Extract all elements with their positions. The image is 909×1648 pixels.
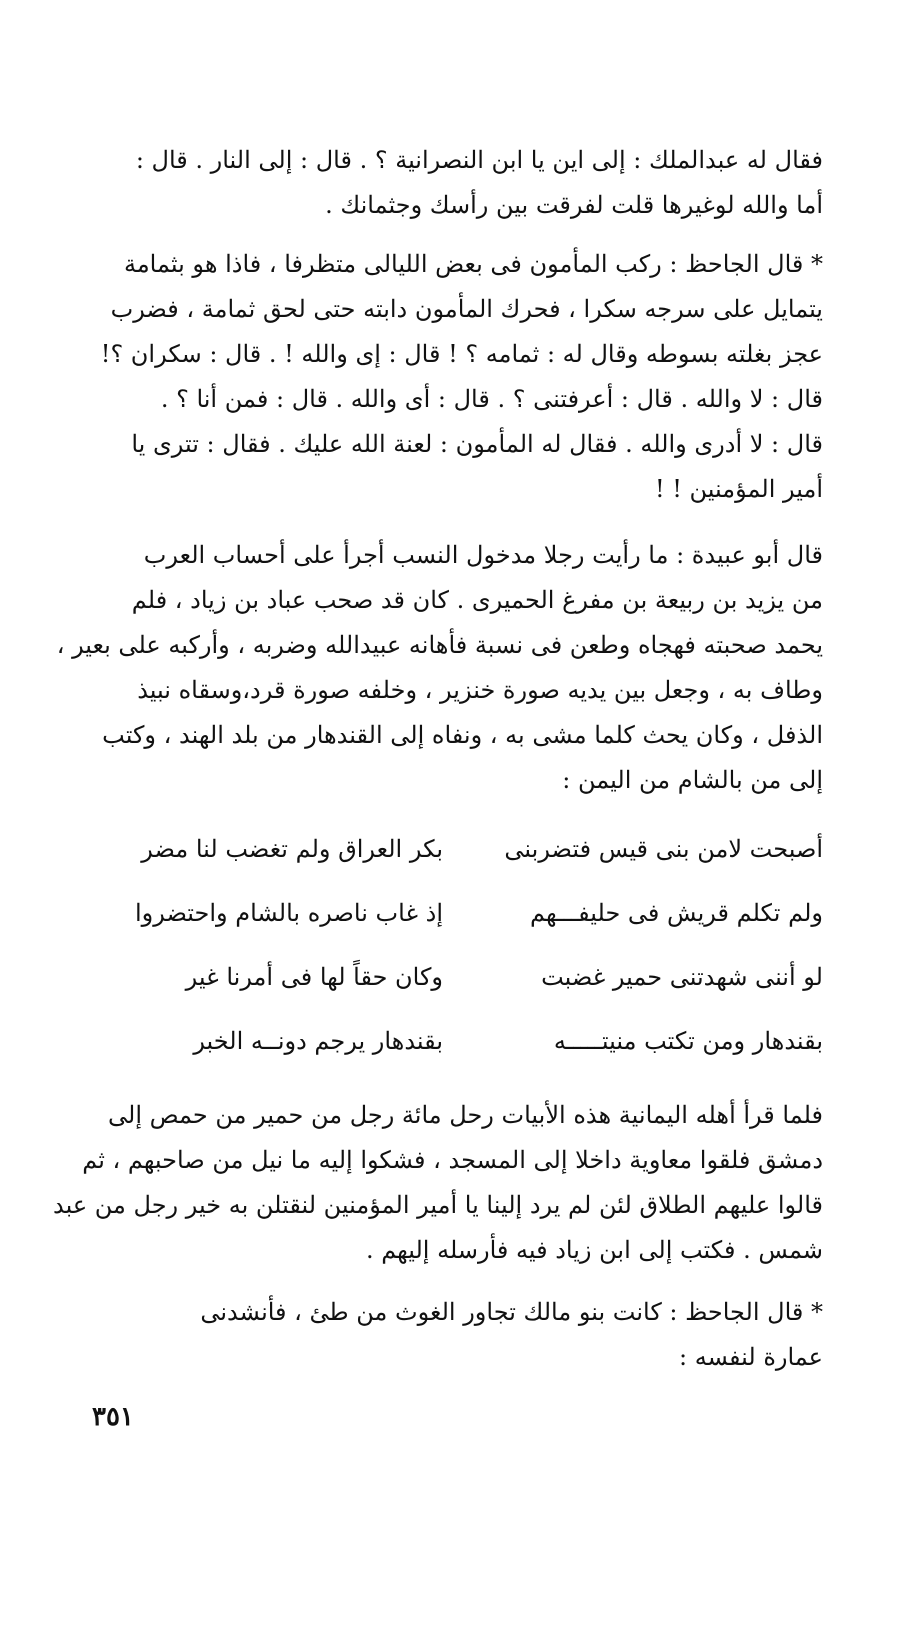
text-line: قال أبو عبيدة : ما رأيت رجلا مدخول النسب أجرأ على أحساب العرب [143,541,823,569]
text-line: وطاف به ، وجعل بين يديه صورة خنزير ، وخلفه صورة قرد،وسقاه نبيذ [137,676,823,704]
text-line: دمشق فلقوا معاوية داخلا إلى المسجد ، فشكوا إليه ما نيل من صاحبهم ، ثم [82,1146,823,1174]
text-line: الذفل ، وكان يحث كلما مشى به ، ونفاه إلى القندهار من بلد الهند ، وكتب [102,721,823,749]
text-line: إلى من بالشام من اليمن : [562,766,823,794]
text-line: أما والله لوغيرها قلت لفرقت بين رأسك وجثمانك . [325,191,823,219]
poem [88,835,823,1091]
verse-first-hemistich: أصبحت لامن بنى قيس فتضربنى [504,835,823,863]
text-line: * قال الجاحظ : كانت بنو مالك تجاور الغوث من طئ ، فأنشدنى [200,1298,823,1326]
text-line: قالوا عليهم الطلاق لئن لم يرد إلينا يا أمير المؤمنين لنقتلن به خير رجل من عبد [52,1191,823,1219]
verse-second-hemistich: إذ غاب ناصره بالشام واحتضروا [134,899,443,927]
text-line: فلما قرأ أهله اليمانية هذه الأبيات رحل مائة رجل من حمير من حمص إلى [108,1101,823,1129]
text-line: قال : لا أدرى والله . فقال له المأمون : لعنة الله عليك . فقال : تترى يا [131,430,823,458]
verse-first-hemistich: لو أننى شهدتنى حمير غضبت [541,963,823,991]
text-line: فقال له عبدالملك : إلى اين يا ابن النصرانية ؟ . قال : إلى النار . قال : [135,146,823,174]
verse-second-hemistich: بقندهار يرجم دونــه الخبر [193,1027,443,1055]
paragraph-2 [88,242,823,512]
text-line: أمير المؤمنين ! ! [654,475,823,503]
verse-second-hemistich: وكان حقاً لها فى أمرنا غير [185,963,443,991]
text-line: من يزيد بن ربيعة بن مفرغ الحميرى . كان قد صحب عباد بن زياد ، فلم [131,586,823,614]
text-line: يحمد صحبته فهجاه وطعن فى نسبة فأهانه عبيدالله وضربه ، وأركبه على بعير ، [56,631,823,659]
paragraph-1 [88,138,823,228]
verse-second-hemistich: بكر العراق ولم تغضب لنا مضر [141,835,443,863]
paragraph-5 [88,1290,823,1380]
poem-verse [88,963,823,1027]
text-line: شمس . فكتب إلى ابن زياد فيه فأرسله إليهم . [365,1236,823,1264]
text-line: قال : لا والله . قال : أعرفتنى ؟ . قال : أى والله . قال : فمن أنا ؟ . [160,385,823,413]
text-line: عمارة لنفسه : [679,1343,823,1371]
verse-first-hemistich: بقندهار ومن تكتب منيتـــــه [553,1027,823,1055]
paragraph-4 [52,1093,823,1273]
text-line: يتمايل على سرجه سكرا ، فحرك المأمون دابته حتى لحق ثمامة ، فضرب [110,295,823,323]
text-line: * قال الجاحظ : ركب المأمون فى بعض الليالى متظرفا ، فاذا هو بثمامة [123,250,823,278]
verse-first-hemistich: ولم تكلم قريش فى حليفـــهم [529,899,823,927]
page-number: ٣٥١ [92,1402,134,1432]
poem-verse [88,899,823,963]
poem-verse [88,1027,823,1091]
poem-verse [88,835,823,899]
text-line: عجز بغلته بسوطه وقال له : ثمامه ؟ ! قال : إى والله ! . قال : سكران ؟! [100,340,823,368]
paragraph-3 [56,533,823,803]
